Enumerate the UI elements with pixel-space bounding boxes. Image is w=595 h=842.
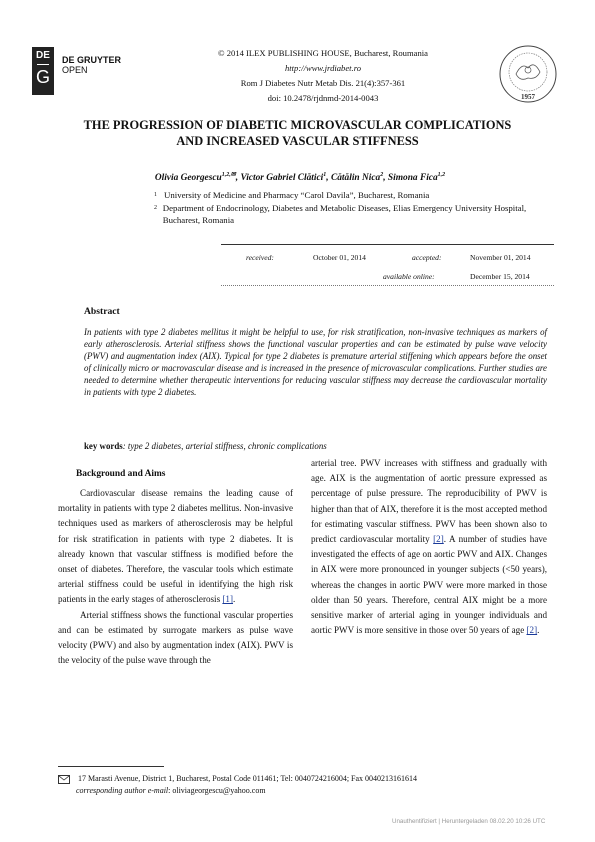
society-seal-icon: [498, 44, 558, 104]
received-date: October 01, 2014: [313, 253, 366, 262]
envelope-icon: [58, 775, 70, 784]
author-sup: 1,2: [437, 172, 446, 178]
online-date: December 15, 2014: [470, 272, 530, 281]
author-sup: 2: [380, 172, 384, 178]
section-heading: Background and Aims: [76, 469, 166, 479]
author-name: Simona Fica: [387, 173, 438, 184]
citation-link[interactable]: [2]: [433, 534, 444, 545]
publisher-name-line1: DE GRUYTER: [62, 55, 122, 65]
author-name: Victor Gabriel Clătici: [240, 173, 324, 184]
author-sup: 1: [323, 172, 327, 178]
download-stamp: Unauthentifiziert | Heruntergeladen 08.02.20 10:26 UTC: [392, 818, 546, 825]
copyright: © 2014 ILEX PUBLISHING HOUSE, Bucharest, Roumania: [218, 48, 428, 58]
journal-header: [170, 46, 476, 106]
doi: doi: 10.2478/rjdnmd-2014-0043: [267, 93, 379, 103]
right-column: [311, 456, 547, 638]
affiliation-text: University of Medicine and Pharmacy “Carol Davila”, Bucharest, Romania: [164, 190, 430, 200]
seal-year: 1957: [521, 93, 535, 101]
divider: [221, 244, 554, 245]
journal-url[interactable]: http://www.jrdiabet.ro: [284, 63, 362, 73]
paragraph: Cardiovascular disease remains the leading cause of mortality in patients with type 2 diabetes mellitus. Non-invasive techniques used as markers of atherosclerosis may be helpful for risk stratification in patients with type 2 diabetes. It is already known that vascular stiffness is modified before the onset of diabetes. Therefore, the vascular tools which estimate arterial stiffness could be useful in identifying the high risk patients in the early stages of atherosclerosis [1].: [58, 488, 293, 605]
publisher-name-line2: OPEN: [62, 65, 88, 75]
footnote: [58, 773, 417, 796]
affiliations: [154, 189, 544, 227]
paragraph: Arterial stiffness shows the functional vascular properties and can be estimated by surrogate markers as pulse wave velocity (PWV) and also by augmentation index (AIX). PWV is the velocity of the pulse wave through the: [58, 609, 293, 666]
title-line-1: THE PROGRESSION OF DIABETIC MICROVASCULAR COMPLICATIONS: [83, 118, 512, 132]
publisher-name: [62, 55, 121, 75]
footnote-divider: [58, 766, 164, 767]
keywords: [84, 441, 327, 451]
publisher-logo: [32, 47, 54, 95]
paragraph: arterial tree. PWV increases with stiffness and gradually with age. AIX is the augmentation of aortic pressure expressed as percentage of pulse pressure. The reproducibility of PWV is higher than that of AIX, therefore it is the most accepted method for estimating vascular stiffness. PWV has been shown also to predict cardiovascular mortality [2]. A number of studies have investigated the effects of age on aortic PWV and AIX. Changes in AIX were more pronounced in younger subjects (<50 years), whereas the changes in aortic PWV were more marked in those older than 50 years. Therefore, central AIX might be a more sensitive marker of arterial aging in younger individuals and aortic PWV is more sensitive in those over 50 years of age [2].: [311, 458, 547, 636]
accepted-date: November 01, 2014: [470, 253, 531, 262]
affiliation-number: 2: [154, 204, 157, 211]
online-label: available online:: [383, 272, 435, 281]
accepted-label: accepted:: [412, 253, 442, 262]
citation-link[interactable]: [1]: [222, 594, 234, 605]
footnote-email[interactable]: : oliviageorgescu@yahoo.com: [168, 785, 266, 795]
affiliation-text: Department of Endocrinology, Diabetes and Metabolic Diseases, Elias Emergency University Hospital, Bucharest, Romania: [162, 202, 527, 225]
title-line-2: AND INCREASED VASCULAR STIFFNESS: [176, 134, 419, 148]
keywords-list: : type 2 diabetes, arterial stiffness, chronic complications: [122, 441, 327, 451]
footnote-label: corresponding author e-mail: [76, 785, 169, 795]
author-name: Olivia Georgescu: [154, 173, 222, 184]
author-name: Cătălin Nica: [330, 173, 381, 184]
citation-link[interactable]: [2]: [526, 625, 538, 636]
logo-g: G: [35, 67, 50, 87]
author-list: Olivia Georgescu$^{1,2,✉}$, Victor Gabriel Clătici$^1$, Cătălin Nica$^2$, Simona Fica$^{1,2}$: [154, 172, 446, 184]
affiliation-number: 1: [154, 192, 157, 198]
keywords-label: key words: [84, 441, 123, 451]
left-column: [58, 486, 293, 668]
footnote-address: 17 Marasti Avenue, District 1, Bucharest, Postal Code 011461; Tel: 0040724216004; Fax 0040213161614: [78, 774, 418, 783]
journal-citation: Rom J Diabetes Nutr Metab Dis. 21(4):357-361: [240, 78, 406, 88]
logo-letters: DE: [36, 50, 50, 61]
author-sup: 1,2,✉: [221, 172, 236, 178]
article-title: [40, 117, 555, 149]
abstract-heading: Abstract: [84, 306, 120, 317]
abstract-text: In patients with type 2 diabetes mellitus it might be helpful to use, for risk stratification, non-invasive techniques as markers of early atherosclerosis. Arterial stiffness shows the functional vascular properties and can be estimated by pulse wave velocity (PWV) and augmentation index (AIX). Typical for type 2 diabetes is premature arterial stiffening which appears before the onset of clinically micro or macrovascular disease and is increased in the presence of microvascular complications. Further studies are needed to determine whether therapeutic interventions for reducing vascular stiffness may decrease the cardiovascular mortality in patients with type 2 diabetes.: [84, 327, 547, 397]
received-label: received:: [246, 253, 274, 262]
dotted-divider: [221, 285, 554, 286]
